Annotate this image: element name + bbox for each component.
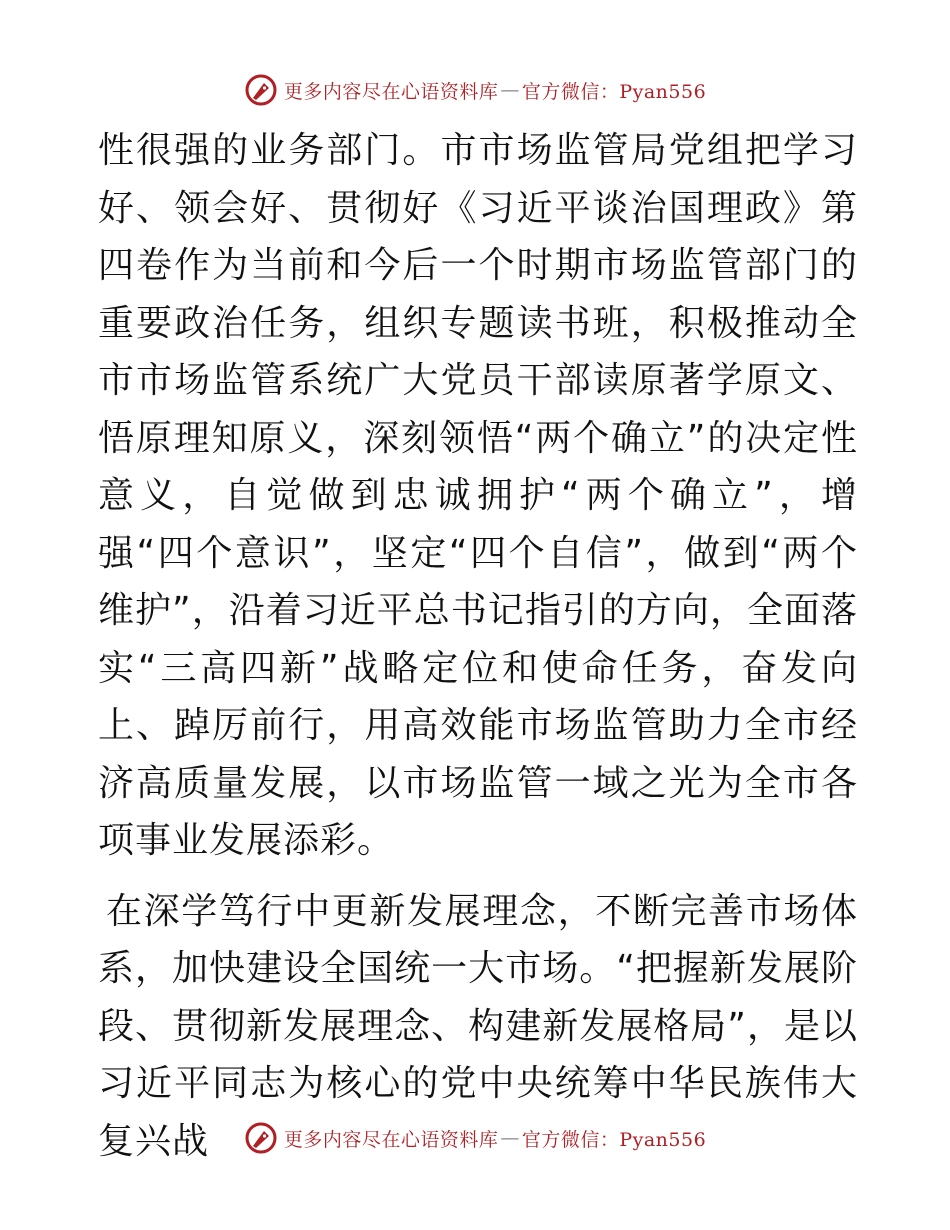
footer-contact-text: 官方微信：Pyan556 (521, 1128, 707, 1151)
body-paragraph-2: 在深学笃行中更新发展理念，不断完善市场体系，加快建设全国统一大市场。“把握新发展阶段、贯彻新发展理念、构建新发展格局”，是以习近平同志为核心的党中央统筹中华民族伟大复兴战 (98, 890, 858, 1162)
header-separator: — (500, 79, 520, 101)
header-banner (0, 70, 950, 110)
body-paragraph-1: 性很强的业务部门。市市场监管局党组把学习好、领会好、贯彻好《习近平谈治国理政》第四卷作为当前和今后一个时期市场监管部门的重要政治任务，组织专题读书班，积极推动全市市场监管系统广大党员干部读原著学原文、悟原理知原义，深刻领悟“两个确立”的决定性意义，自觉做到忠诚拥护“两个确立”，增强“四个意识”，坚定“四个自信”，做到“两个维护”，沿着习近平总书记指引的方向，全面落实“三高四新”战略定位和使命任务，奋发向上、踔厉前行，用高效能市场监管助力全市经济高质量发展，以市场监管一域之光为全市各项事业发展添彩。 (98, 130, 858, 861)
header-contact-text: 官方微信：Pyan556 (521, 80, 707, 103)
pen-nib-circle-icon (244, 73, 278, 107)
footer-banner (0, 1118, 950, 1158)
footer-brand-text: 更多内容尽在心语资料库 (283, 1128, 499, 1151)
document-body (98, 122, 858, 1170)
pen-nib-circle-icon (244, 1121, 278, 1155)
header-brand-text: 更多内容尽在心语资料库 (283, 80, 499, 103)
footer-separator: — (500, 1127, 520, 1149)
